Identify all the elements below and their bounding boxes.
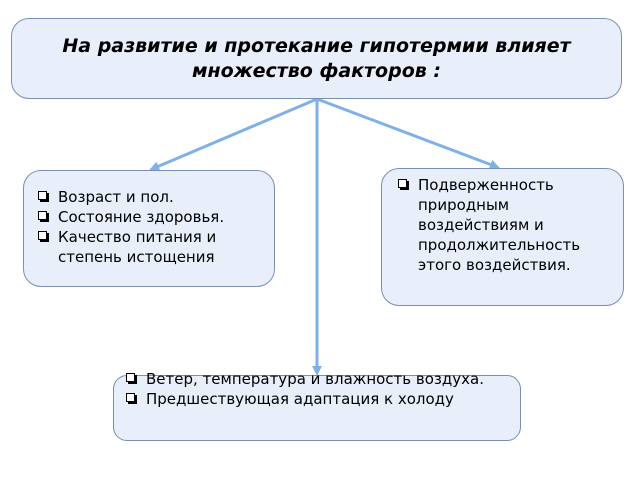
right-factor-list — [394, 175, 590, 275]
checkbox-bullet-icon — [126, 373, 135, 382]
checkbox-bullet-icon — [38, 211, 47, 220]
bottom-factor-list — [122, 369, 514, 409]
list-item: Предшествующая адаптация к холоду — [122, 389, 514, 409]
list-item: Качество питания и степень истощения — [34, 227, 266, 267]
right-factor-box — [381, 168, 624, 306]
list-item: Ветер, температура и влажность воздуха. — [122, 369, 514, 389]
left-factor-list — [34, 187, 266, 267]
list-item: Возраст и пол. — [34, 187, 266, 207]
arrow-to-right-box — [317, 99, 497, 167]
bottom-factor-box — [113, 370, 521, 441]
checkbox-bullet-icon — [38, 191, 47, 200]
list-item: Состояние здоровья. — [34, 207, 266, 227]
title-box — [11, 18, 622, 99]
checkbox-bullet-icon — [398, 179, 407, 188]
diagram-title: На развитие и протекание гипотермии влияет множество факторов : — [62, 34, 571, 82]
arrow-to-left-box — [152, 99, 317, 169]
checkbox-bullet-icon — [126, 393, 135, 402]
checkbox-bullet-icon — [38, 231, 47, 240]
list-item: Подверженность природным воздействиям и продолжительность этого воздействия. — [394, 175, 590, 275]
left-factor-box — [23, 170, 275, 287]
